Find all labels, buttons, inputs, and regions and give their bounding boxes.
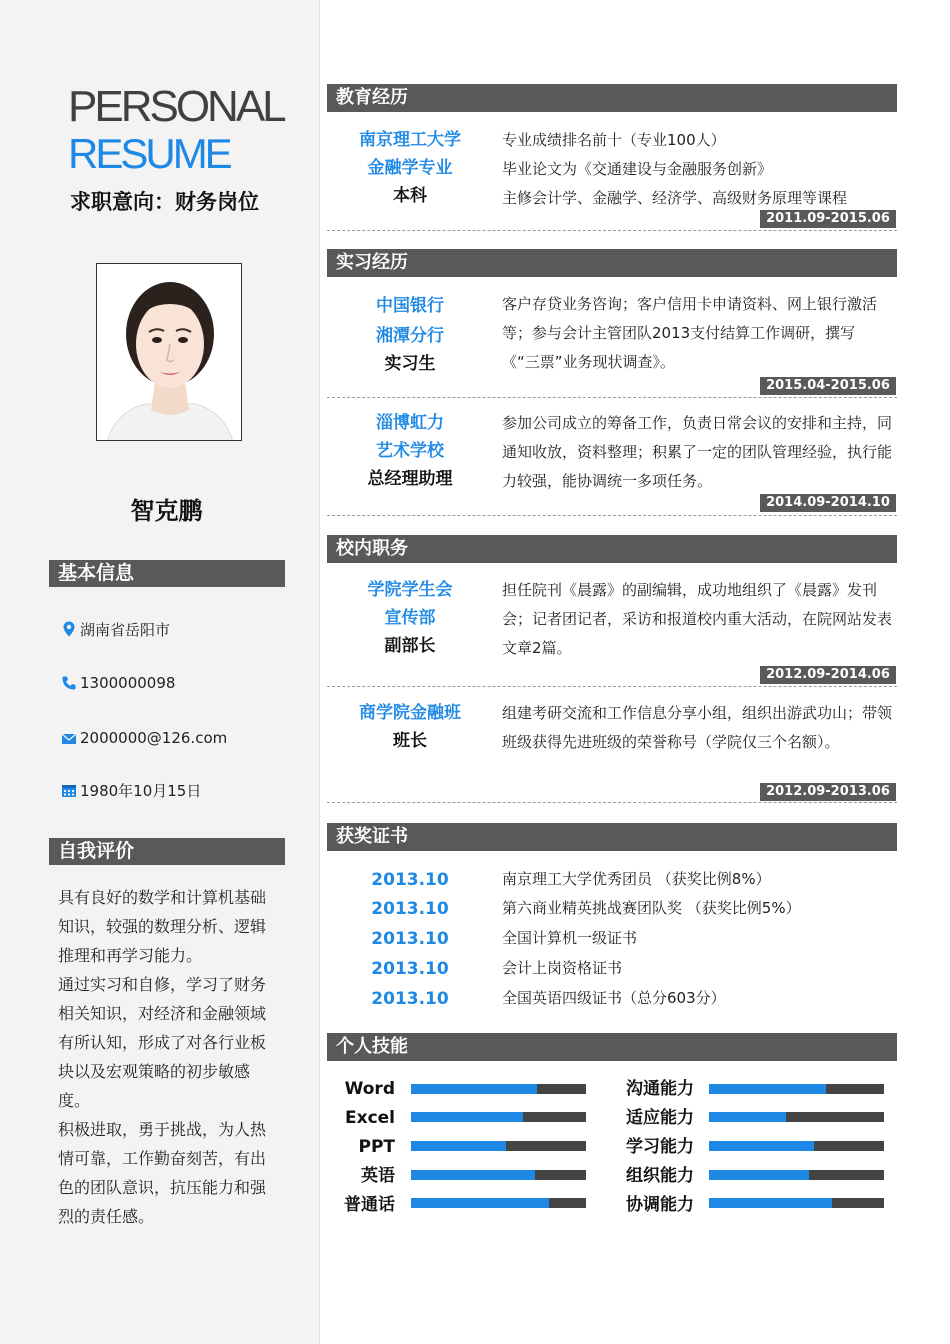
skill-fill <box>709 1198 832 1208</box>
phone-icon <box>60 674 78 692</box>
calendar-icon <box>60 781 78 799</box>
contact-email <box>60 728 227 748</box>
org-line: 宣传部 <box>384 608 436 628</box>
role-name: 班长 <box>393 731 427 751</box>
skill-bar <box>411 1198 586 1208</box>
address-text: 湖南省岳阳市 <box>80 620 171 639</box>
org-line: 学院学生会 <box>367 580 453 600</box>
skill-bar <box>709 1112 884 1122</box>
skill-label: Excel <box>344 1108 395 1128</box>
award-name: 会计上岗资格证书 <box>502 959 623 977</box>
divider <box>327 515 897 516</box>
skill-bar <box>709 1141 884 1151</box>
basic-info-header: 基本信息 <box>49 560 285 587</box>
brand-title-line2: RESUME <box>68 130 230 177</box>
role-name: 实习生 <box>384 354 436 374</box>
role-name: 总经理助理 <box>367 469 453 489</box>
skill-fill <box>709 1141 814 1151</box>
divider <box>327 686 897 687</box>
education-line: 主修会计学、金融学、经济学、高级财务原理等课程 <box>502 189 848 207</box>
skill-fill <box>411 1198 549 1208</box>
award-name: 南京理工大学优秀团员 （获奖比例8%） <box>502 870 771 888</box>
org-line: 湘潭分行 <box>376 326 444 346</box>
internship-desc: 客户存贷业务咨询；客户信用卡申请资料、网上银行激活等；参与会计主管团队2013支付结算工作调研，撰写《“三票”业务现状调查》。 <box>502 295 878 371</box>
award-date: 2013.10 <box>371 899 449 919</box>
skill-fill <box>411 1084 537 1094</box>
award-date: 2013.10 <box>371 929 449 949</box>
org-line: 艺术学校 <box>376 441 444 461</box>
campus-date: 2012.09-2014.06 <box>760 666 896 684</box>
skill-bar <box>709 1170 884 1180</box>
campus-org <box>340 699 480 755</box>
education-org <box>340 126 480 210</box>
skill-bar <box>411 1170 586 1180</box>
mail-icon <box>60 729 78 747</box>
skill-label: Word <box>344 1079 395 1099</box>
role-name: 副部长 <box>384 636 436 656</box>
award-date: 2013.10 <box>371 959 449 979</box>
degree-name: 本科 <box>393 186 427 206</box>
phone-text: 1300000098 <box>80 674 176 692</box>
skill-bar <box>411 1084 586 1094</box>
left-sidebar <box>0 0 320 1344</box>
skill-fill <box>709 1170 809 1180</box>
self-eval-text <box>58 883 280 1231</box>
campus-desc: 组建考研交流和工作信息分享小组，组织出游武功山；带领班级获得先进班级的荣誉称号（学院仅三个名额）。 <box>502 704 893 751</box>
skill-label: 学习能力 <box>626 1137 694 1157</box>
education-date: 2011.09-2015.06 <box>760 210 896 228</box>
skill-bar <box>709 1084 884 1094</box>
education-line: 毕业论文为《交通建设与金融服务创新》 <box>502 160 773 178</box>
campus-desc: 担任院刊《晨露》的副编辑，成功地组织了《晨露》发刊会；记者团记者，采访和报道校内重大活动，在院网站发表文章2篇。 <box>502 581 893 657</box>
self-eval-paragraph: 具有良好的数学和计算机基础知识，较强的数理分析、逻辑推理和再学习能力。 <box>58 888 267 965</box>
skill-fill <box>709 1084 826 1094</box>
skill-fill <box>411 1112 523 1122</box>
education-line: 专业成绩排名前十（专业100人） <box>502 131 726 149</box>
skill-fill <box>709 1112 786 1122</box>
school-name: 南京理工大学 <box>359 130 461 150</box>
internship-date: 2014.09-2014.10 <box>760 494 896 512</box>
education-desc <box>502 126 892 213</box>
internship-org <box>340 409 480 493</box>
skill-label: 普通话 <box>344 1195 395 1215</box>
campus-date: 2012.09-2013.06 <box>760 783 896 801</box>
skill-label: 沟通能力 <box>626 1079 694 1099</box>
contact-address <box>60 619 170 639</box>
award-name: 全国计算机一级证书 <box>502 929 638 947</box>
internship-desc: 参加公司成立的筹备工作，负责日常会议的安排和主持，同通知收放，资料整理；积累了一定的团队管理经验，执行能力较强，能协调统一多项任务。 <box>502 414 893 490</box>
contact-birthday <box>60 780 201 800</box>
skill-label: 适应能力 <box>626 1108 694 1128</box>
self-eval-header: 自我评价 <box>49 838 285 865</box>
birthday-text: 1980年10月15日 <box>80 781 202 800</box>
internship-header: 实习经历 <box>327 249 897 277</box>
skill-label: 英语 <box>361 1166 395 1186</box>
award-date: 2013.10 <box>371 870 449 890</box>
campus-header: 校内职务 <box>327 535 897 563</box>
skill-bar <box>411 1112 586 1122</box>
skill-fill <box>411 1141 506 1151</box>
skill-label: PPT <box>358 1137 395 1157</box>
job-objective: 求职意向：财务岗位 <box>70 190 259 214</box>
skill-bar <box>411 1141 586 1151</box>
profile-photo <box>96 263 242 441</box>
self-eval-paragraph: 通过实习和自修，学习了财务相关知识，对经济和金融领域有所认知，形成了对各行业板块以及宏观策略的初步敏感度。 <box>58 975 267 1110</box>
skill-fill <box>411 1170 535 1180</box>
internship-org <box>340 292 480 378</box>
major-name: 金融学专业 <box>367 158 453 178</box>
awards-header: 获奖证书 <box>327 823 897 851</box>
award-name: 第六商业精英挑战赛团队奖 （获奖比例5%） <box>502 899 801 917</box>
org-line: 中国银行 <box>376 296 444 316</box>
email-text: 2000000@126.com <box>80 729 228 747</box>
candidate-name: 智克鹏 <box>130 497 203 525</box>
divider <box>327 802 897 803</box>
brand-title-line1: PERSONAL <box>68 82 284 131</box>
skills-header: 个人技能 <box>327 1033 897 1061</box>
divider <box>327 230 897 231</box>
divider <box>327 397 897 398</box>
internship-date: 2015.04-2015.06 <box>760 377 896 395</box>
skill-bar <box>709 1198 884 1208</box>
award-name: 全国英语四级证书（总分603分） <box>502 989 726 1007</box>
self-eval-paragraph: 积极进取，勇于挑战，为人热情可靠，工作勤奋刻苦，有出色的团队意识，抗压能力和强烈的责任感。 <box>58 1120 267 1226</box>
education-header: 教育经历 <box>327 84 897 112</box>
location-pin-icon <box>60 620 78 638</box>
award-date: 2013.10 <box>371 989 449 1009</box>
skill-label: 协调能力 <box>626 1195 694 1215</box>
contact-phone <box>60 673 175 693</box>
org-line: 商学院金融班 <box>359 703 461 723</box>
campus-org <box>340 576 480 660</box>
org-line: 淄博虹力 <box>376 413 444 433</box>
skill-label: 组织能力 <box>626 1166 694 1186</box>
